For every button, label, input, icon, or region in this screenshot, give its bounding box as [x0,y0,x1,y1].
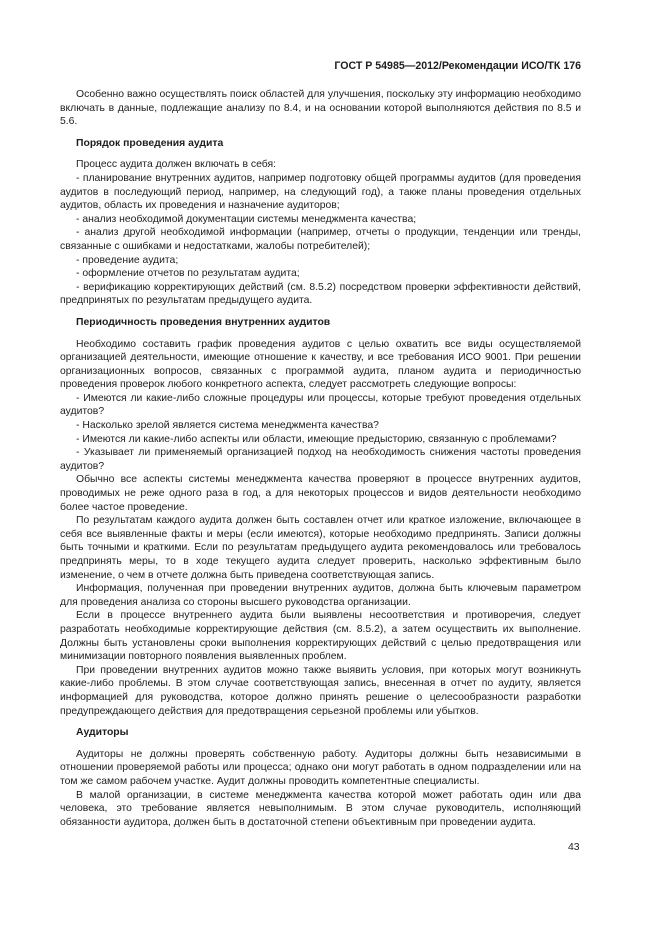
intro-paragraph: Особенно важно осуществлять поиск областей для улучшения, поскольку эту информацию необходимо включать в данные, подлежащие анализу по 8.4, и на основании которой выполняются действия по 8.5 и 5.6. [60,89,581,128]
list-item: - Имеются ли какие-либо аспекты или области, имеющие предысторию, связанную с проблемами? [76,433,557,445]
paragraph: Если в процессе внутреннего аудита были выявлены несоответствия и противоречия, следует разработать необходимые корректирующие действия (см. 8.5.2), а затем осуществить их выполнение. Должны быть установлены сроки выполнения корректирующих действий с целью предотвращения или минимизации повторного появления выявленных проблем. [60,610,581,663]
list-item: - Указывает ли применяемый организацией подход на необходимость снижения частоты проведения аудитов? [60,447,581,472]
page-content [60,88,581,829]
paragraph: Аудиторы не должны проверять собственную работу. Аудиторы должны быть независимыми в отношении проверяемой работы или процесса; однако они могут работать в одном подразделении или на том же самом рабочем участке. Аудит должны проводить компетентные специалисты. [60,748,581,787]
paragraph: В малой организации, в системе менеджмента качества которой может работать один или два человека, это требование является невыполнимым. В этом случае руководитель, исполняющий обязанности аудитора, должен быть в достаточной степени объективным при проведении аудита. [60,789,581,828]
list-item: - Насколько зрелой является система менеджмента качества? [76,420,379,432]
list-item: - анализ другой необходимой информации (например, отчеты о продукции, тенденции или тренды, связанные с ошибками и недостатками, жалобы потребителей); [60,227,581,252]
section-heading-auditors: Аудиторы [76,727,129,739]
list-item: - анализ необходимой документации системы менеджмента качества; [76,213,417,225]
paragraph: Процесс аудита должен включать в себя: [76,159,276,171]
list-item: - верификацию корректирующих действий (см. 8.5.2) посредством проверки эффективности действий, предпринятых по результатам предыдущего аудита. [60,281,581,307]
section-heading-audit-procedure: Порядок проведения аудита [76,137,224,149]
paragraph: По результатам каждого аудита должен быть составлен отчет или краткое изложение, включающее в себя все выявленные факты и меры (если имеются), которые необходимо предпринять. Записи должны быть точными и краткими. Если по результатам предыдущего аудита рекомендовалось или требовалось предпринять меры, то в ходе текущего аудита следует проверить, насколько эффективным было изменение, о чем в отчете должна быть приведена соответствующая запись. [60,515,581,581]
page-number: 43 [568,842,580,853]
paragraph: Обычно все аспекты системы менеджмента качества проверяют в процессе внутренних аудитов, проводимых не реже одного раза в год, а для некоторых процессов и видов деятельности необходимо более частое проведение. [60,474,581,513]
list-item: - Имеются ли какие-либо сложные процедуры или процессы, которые требуют проведения отдельных аудитов? [60,392,581,418]
section-heading-audit-frequency: Периодичность проведения внутренних аудитов [76,316,331,328]
paragraph: Необходимо составить график проведения аудитов с целью охватить все виды осуществляемой организацией деятельности, имеющие отношение к качеству, и все требования ИСО 9001. При решении организационных вопросов, связанных с программой аудита, планом аудита и периодичностью проведения проверок любого конкретного аспекта, следует рассмотреть следующие вопросы: [60,338,581,391]
list-item: - оформление отчетов по результатам аудита; [76,268,300,280]
page-header: ГОСТ Р 54985—2012/Рекомендации ИСО/ТК 176 [334,60,581,72]
paragraph: Информация, полученная при проведении внутренних аудитов, должна быть ключевым параметром для проведения анализа со стороны высшего руководства организации. [60,583,581,608]
list-item: - планирование внутренних аудитов, например подготовку общей программы аудитов (для проведения аудитов в последующий период, например, на следующий год), а также планы проведения отдельных аудитов, область их проведения и назначение аудиторов; [60,172,581,212]
paragraph: При проведении внутренних аудитов можно также выявить условия, при которых могут возникнуть какие-либо проблемы. В этом случае соответствующая запись, внесенная в отчет по аудиту, является информацией для руководства, которое должно принять решение о целесообразности разработки предупреждающего действия для предотвращения серьезной проблемы или убытков. [60,664,581,717]
list-item: - проведение аудита; [76,254,179,266]
